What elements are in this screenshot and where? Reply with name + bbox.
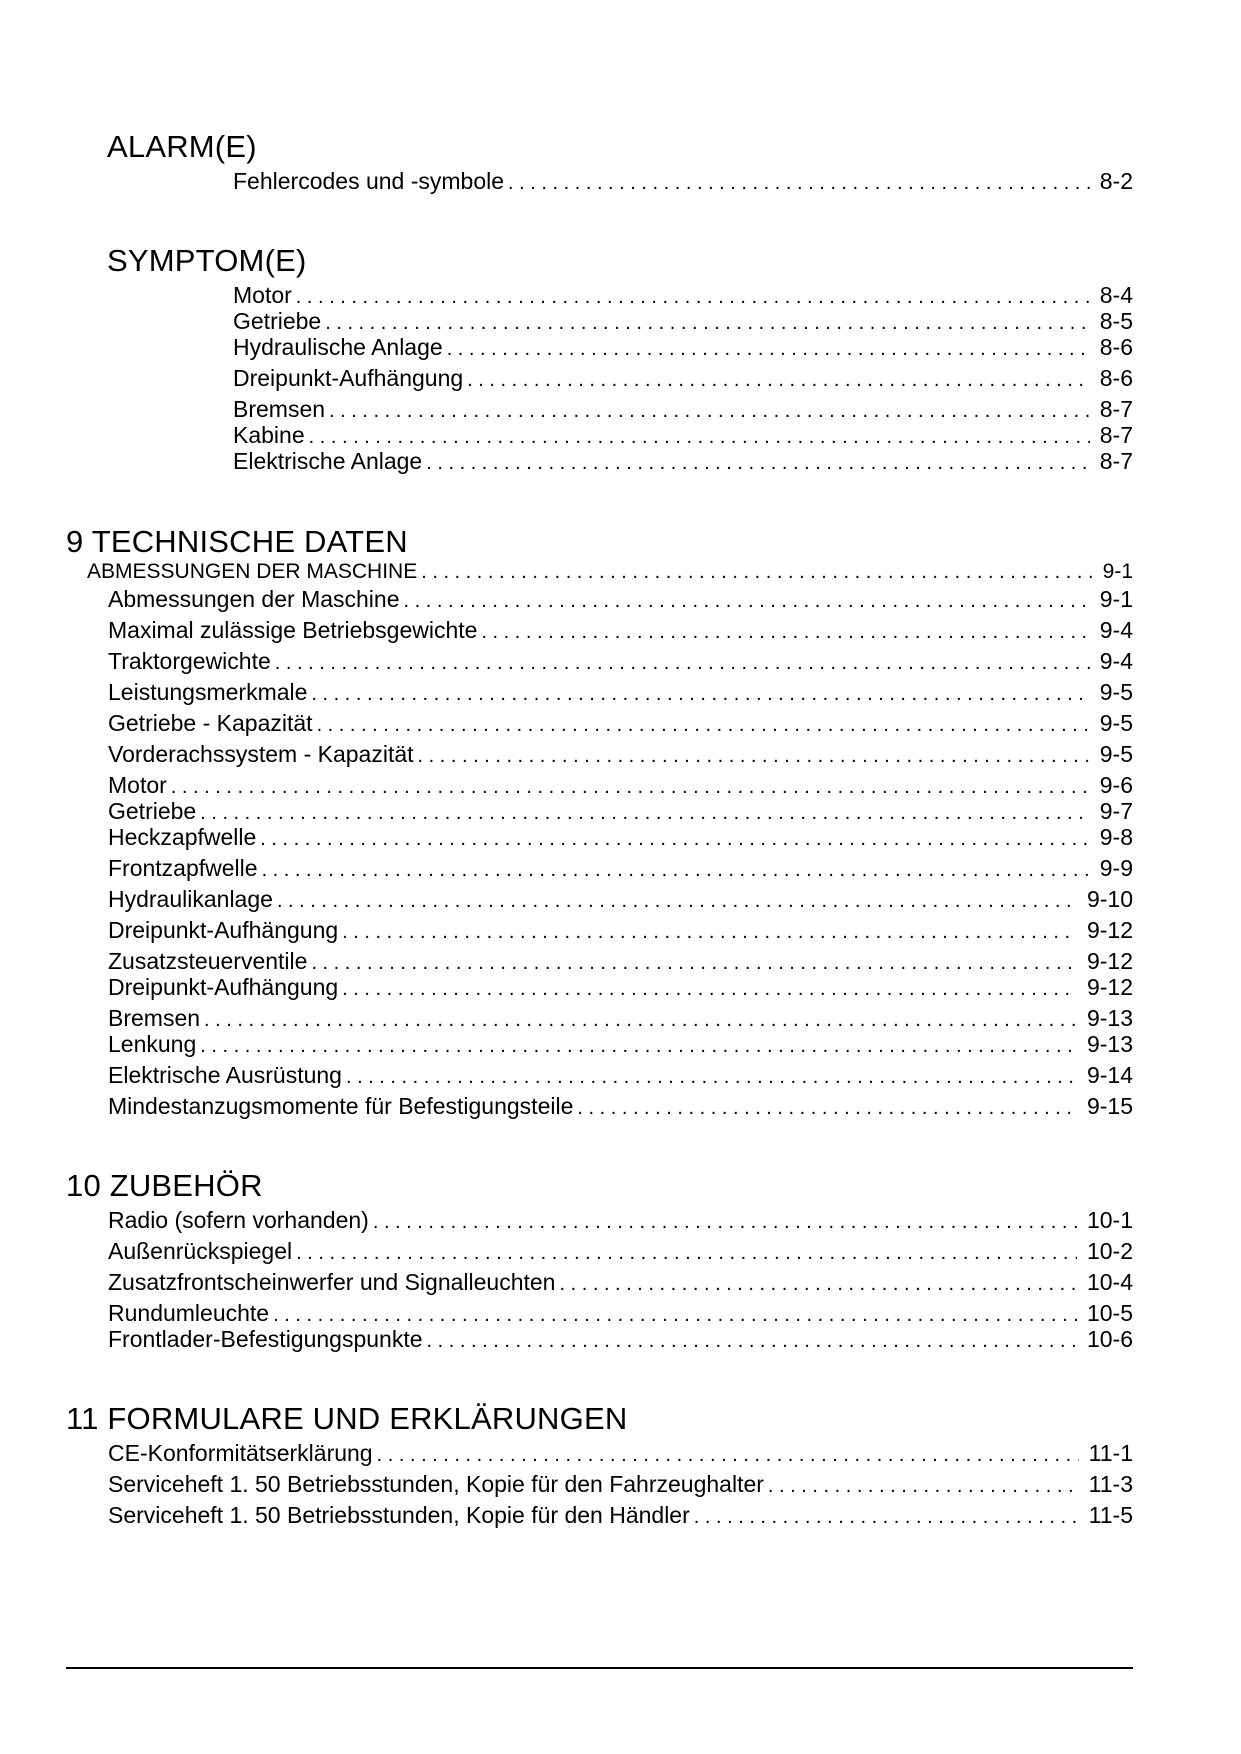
toc-entry[interactable]	[233, 282, 1133, 308]
dot-leader	[296, 1240, 1077, 1266]
toc-entry-title: Frontzapfwelle	[108, 855, 258, 881]
toc-entry-title: Rundumleuchte	[108, 1300, 270, 1326]
toc-entry-title: Dreipunkt-Aufhängung	[233, 365, 464, 391]
toc-entry-title: Getriebe	[108, 798, 197, 824]
toc-entry-title: Hydraulische Anlage	[233, 334, 443, 360]
toc-entry[interactable]	[108, 948, 1133, 974]
toc-entry[interactable]	[108, 648, 1133, 674]
toc-entry-page: 9-13	[1086, 1005, 1133, 1031]
toc-entry-page: 9-6	[1099, 772, 1133, 798]
toc-entry[interactable]	[108, 855, 1133, 881]
dot-leader	[296, 284, 1090, 310]
toc-entry[interactable]	[108, 917, 1133, 943]
toc-entry-title: Dreipunkt-Aufhängung	[108, 974, 339, 1000]
toc-entry-page: 8-2	[1099, 168, 1133, 194]
footer-rule	[66, 1667, 1133, 1669]
dot-leader	[317, 712, 1090, 738]
dot-leader	[273, 1302, 1077, 1328]
chapter-heading-10: 10 ZUBEHÖR	[66, 1168, 263, 1203]
dot-leader	[577, 1095, 1077, 1121]
toc-entry[interactable]	[233, 334, 1133, 360]
dot-leader	[275, 650, 1090, 676]
toc-entry-page: 11-5	[1088, 1502, 1133, 1528]
toc-entry-page: 9-12	[1086, 948, 1133, 974]
toc-entry-title: Bremsen	[108, 1005, 201, 1031]
section-heading-symptome: SYMPTOM(E)	[107, 243, 307, 278]
dot-leader	[404, 588, 1090, 614]
dot-leader	[262, 857, 1090, 883]
toc-entry-page: 9-9	[1099, 855, 1133, 881]
toc-entry-page: 9-14	[1086, 1062, 1133, 1088]
dot-leader	[311, 950, 1077, 976]
toc-entry[interactable]	[108, 974, 1133, 1000]
toc-entry-title: Zusatzsteuerventile	[108, 948, 308, 974]
toc-entry-title: Traktorgewichte	[108, 648, 271, 674]
dot-leader	[204, 1007, 1077, 1033]
dot-leader	[325, 310, 1090, 336]
toc-entry-page: 10-1	[1086, 1207, 1133, 1233]
toc-entry[interactable]	[108, 1440, 1133, 1466]
toc-entry-page: 8-4	[1099, 282, 1133, 308]
dot-leader	[508, 170, 1090, 196]
dot-leader	[447, 336, 1090, 362]
dot-leader	[467, 367, 1090, 393]
toc-entry-title: Getriebe	[233, 308, 322, 334]
toc-entry-page: 9-5	[1099, 710, 1133, 736]
dot-leader	[260, 826, 1089, 852]
toc-entry-title: Lenkung	[108, 1031, 197, 1057]
toc-entry[interactable]	[108, 1238, 1133, 1264]
toc-entry-page: 8-7	[1099, 448, 1133, 474]
toc-entry-title: Radio (sofern vorhanden)	[108, 1207, 369, 1233]
toc-entry-page: 10-4	[1086, 1269, 1133, 1295]
toc-entry-page: 9-5	[1099, 741, 1133, 767]
toc-entry-title: Mindestanzugsmomente für Befestigungsteile	[108, 1093, 574, 1119]
toc-entry-title: Serviceheft 1. 50 Betriebsstunden, Kopie für den Händler	[108, 1502, 690, 1528]
toc-entry-title: Außenrückspiegel	[108, 1238, 293, 1264]
toc-entry-title: Leistungsmerkmale	[108, 679, 308, 705]
toc-entry-title: Vorderachssystem - Kapazität	[108, 741, 414, 767]
toc-entry-page: 8-6	[1099, 334, 1133, 360]
toc-entry[interactable]	[108, 1300, 1133, 1326]
toc-entry-page: 10-6	[1086, 1326, 1133, 1352]
toc-entry[interactable]	[108, 1269, 1133, 1295]
toc-entry[interactable]	[108, 1326, 1133, 1352]
dot-leader	[309, 424, 1090, 450]
toc-entry-title: CE-Konformitätserklärung	[108, 1440, 373, 1466]
toc-entry-title: Zusatzfrontscheinwerfer und Signalleuchten	[108, 1269, 556, 1295]
toc-entry-page: 9-8	[1099, 824, 1133, 850]
toc-entry-title: Frontlader-Befestigungspunkte	[108, 1326, 423, 1352]
toc-entry-title: Motor	[108, 772, 167, 798]
toc-entry-title: Maximal zulässige Betriebsgewichte	[108, 617, 478, 643]
toc-entry[interactable]	[233, 448, 1133, 474]
toc-entry-page: 11-1	[1088, 1440, 1133, 1466]
toc-entry-page: 9-4	[1099, 648, 1133, 674]
dot-leader	[768, 1473, 1079, 1499]
toc-entry-title: Hydraulikanlage	[108, 886, 273, 912]
toc-entry-page: 8-7	[1099, 422, 1133, 448]
dot-leader	[481, 619, 1089, 645]
toc-entry-title: Fehlercodes und -symbole	[233, 168, 505, 194]
dot-leader	[377, 1442, 1079, 1468]
toc-entry[interactable]	[108, 586, 1133, 612]
toc-entry[interactable]	[108, 679, 1133, 705]
toc-subheading-entry[interactable]	[87, 559, 1133, 585]
toc-entry-page: 9-1	[1099, 586, 1133, 612]
toc-entry[interactable]	[108, 617, 1133, 643]
toc-entry-title: Dreipunkt-Aufhängung	[108, 917, 339, 943]
toc-entry[interactable]	[108, 1005, 1133, 1031]
toc-entry[interactable]	[108, 1031, 1133, 1057]
dot-leader	[559, 1271, 1076, 1297]
toc-entry[interactable]	[108, 1093, 1133, 1119]
dot-leader	[418, 743, 1090, 769]
dot-leader	[427, 1328, 1077, 1354]
toc-entry[interactable]	[233, 168, 1133, 194]
toc-entry[interactable]	[108, 1207, 1133, 1233]
dot-leader	[200, 800, 1090, 826]
toc-entry-title: Heckzapfwelle	[108, 824, 257, 850]
toc-entry[interactable]	[233, 422, 1133, 448]
toc-entry[interactable]	[233, 396, 1133, 422]
toc-entry-page: 9-15	[1086, 1093, 1133, 1119]
toc-entry-title: Bremsen	[233, 396, 326, 422]
dot-leader	[421, 559, 1092, 585]
toc-entry[interactable]	[108, 1471, 1133, 1497]
dot-leader	[694, 1504, 1079, 1530]
dot-leader	[342, 976, 1077, 1002]
toc-entry-page: 10-2	[1086, 1238, 1133, 1264]
toc-entry-page: 9-7	[1099, 798, 1133, 824]
dot-leader	[426, 450, 1090, 476]
toc-entry[interactable]	[108, 1062, 1133, 1088]
dot-leader	[311, 681, 1089, 707]
toc-entry-page: 9-10	[1086, 886, 1133, 912]
toc-entry-page: 9-12	[1086, 917, 1133, 943]
dot-leader	[346, 1064, 1077, 1090]
toc-entry-page: 9-13	[1086, 1031, 1133, 1057]
dot-leader	[200, 1033, 1077, 1059]
toc-entry-page: 9-1	[1102, 560, 1133, 583]
toc-entry[interactable]	[108, 741, 1133, 767]
dot-leader	[277, 888, 1077, 914]
toc-entry-page: 10-5	[1086, 1300, 1133, 1326]
toc-entry[interactable]	[108, 824, 1133, 850]
chapter-heading-11: 11 FORMULARE UND ERKLÄRUNGEN	[66, 1401, 628, 1436]
toc-entry-page: 9-4	[1099, 617, 1133, 643]
dot-leader	[342, 919, 1077, 945]
dot-leader	[373, 1209, 1077, 1235]
toc-entry-title: Getriebe - Kapazität	[108, 710, 313, 736]
toc-entry-page: 8-7	[1099, 396, 1133, 422]
toc-entry-title: Serviceheft 1. 50 Betriebsstunden, Kopie für den Fahrzeughalter	[108, 1471, 764, 1497]
dot-leader	[329, 398, 1090, 424]
toc-entry[interactable]	[108, 772, 1133, 798]
toc-entry[interactable]	[108, 1502, 1133, 1528]
toc-entry-title: Elektrische Anlage	[233, 448, 423, 474]
section-heading-alarme: ALARM(E)	[107, 129, 257, 164]
toc-subheading-title: ABMESSUNGEN DER MASCHINE	[87, 560, 418, 583]
toc-entry-title: Elektrische Ausrüstung	[108, 1062, 342, 1088]
toc-entry[interactable]	[233, 365, 1133, 391]
toc-entry[interactable]	[233, 308, 1133, 334]
toc-entry-page: 8-6	[1099, 365, 1133, 391]
toc-entry-page: 9-12	[1086, 974, 1133, 1000]
toc-entry-page: 8-5	[1099, 308, 1133, 334]
toc-entry-page: 11-3	[1088, 1471, 1133, 1497]
toc-entry[interactable]	[108, 886, 1133, 912]
toc-entry-title: Motor	[233, 282, 292, 308]
toc-entry-page: 9-5	[1099, 679, 1133, 705]
chapter-heading-9: 9 TECHNISCHE DATEN	[66, 524, 408, 559]
toc-entry-title: Kabine	[233, 422, 305, 448]
toc-entry[interactable]	[108, 798, 1133, 824]
dot-leader	[171, 774, 1090, 800]
toc-entry-title: Abmessungen der Maschine	[108, 586, 400, 612]
toc-entry[interactable]	[108, 710, 1133, 736]
